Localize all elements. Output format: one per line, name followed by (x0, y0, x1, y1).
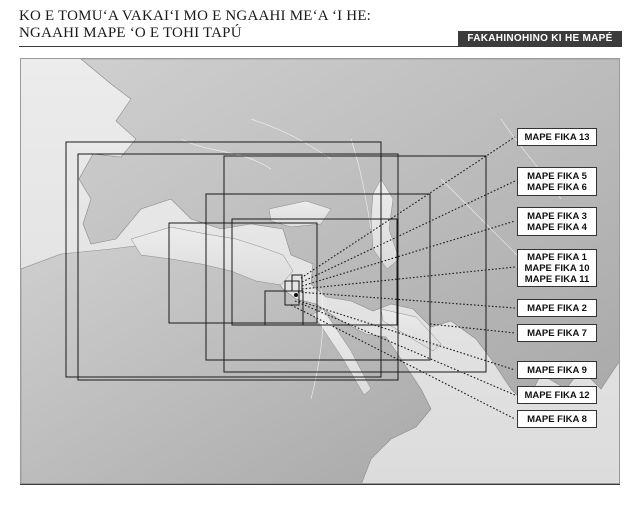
map-label-2-text: MAPE FIKA 2 (527, 302, 587, 314)
map-label-3-text: MAPE FIKA 3 (527, 210, 587, 222)
map-label-1-10-11[interactable] (517, 249, 597, 287)
map-label-9-text: MAPE FIKA 9 (527, 364, 587, 376)
map-label-13[interactable] (517, 128, 597, 146)
section-tab: FAKAHINOHINO KI HE MAPÉ (458, 31, 622, 47)
map-label-7[interactable] (517, 324, 597, 342)
map-label-1-text: MAPE FIKA 1 (527, 251, 587, 263)
map-label-9[interactable] (517, 361, 597, 379)
map-label-5-text: MAPE FIKA 5 (527, 170, 587, 182)
map-label-8-text: MAPE FIKA 8 (527, 413, 587, 425)
map-label-6-text: MAPE FIKA 6 (527, 181, 587, 193)
map-label-5-6[interactable] (517, 167, 597, 196)
map-label-11-text: MAPE FIKA 11 (524, 273, 590, 285)
map-label-7-text: MAPE FIKA 7 (527, 327, 587, 339)
map-label-12-text: MAPE FIKA 12 (524, 389, 590, 401)
map-label-8[interactable] (517, 410, 597, 428)
page-title (19, 8, 439, 42)
map-label-2[interactable] (517, 299, 597, 317)
map-label-10-text: MAPE FIKA 10 (524, 262, 590, 274)
title-line-2: NGAAHI MAPE ʻO E TOHI TAPÚ (19, 25, 242, 41)
header-divider (19, 46, 621, 47)
map-label-4-text: MAPE FIKA 4 (527, 221, 587, 233)
map-panel (20, 58, 620, 484)
map-label-3-4[interactable] (517, 207, 597, 236)
footer-divider (20, 484, 620, 485)
title-line-1: KO E TOMUʻA VAKAIʻI MO E NGAAHI MEʻA ʻI HE: (19, 8, 372, 24)
focus-point-marker (294, 293, 298, 297)
map-label-12[interactable] (517, 386, 597, 404)
map-label-13-text: MAPE FIKA 13 (524, 131, 590, 143)
